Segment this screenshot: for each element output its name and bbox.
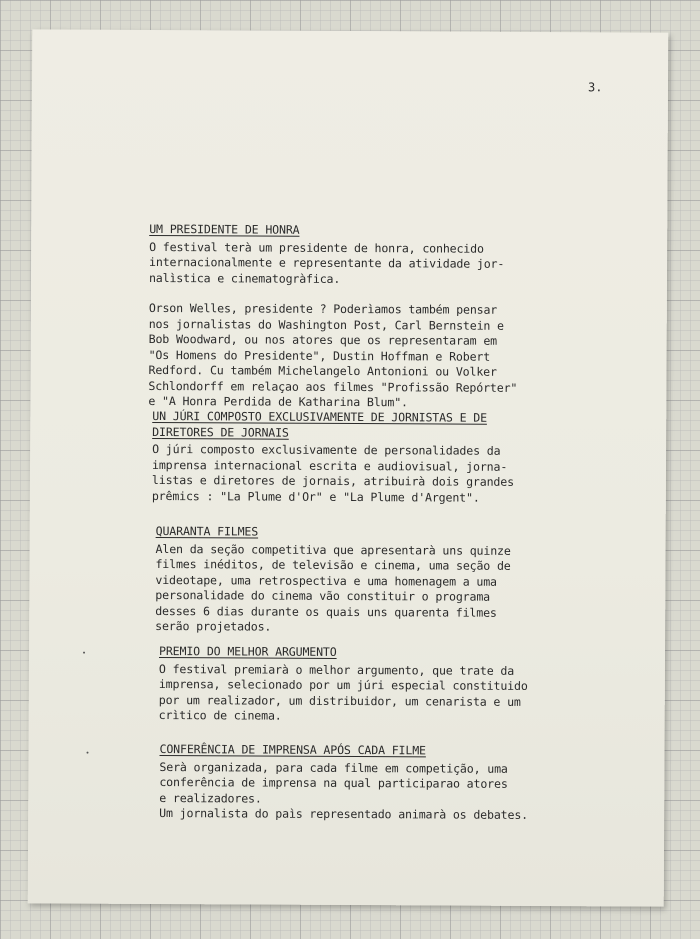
- document-page: [28, 29, 669, 906]
- paper-speck: [87, 752, 89, 754]
- section-quaranta-filmes: [155, 524, 511, 636]
- page-number: 3.: [587, 80, 603, 95]
- section-conferencia: [159, 742, 528, 823]
- section-paragraph: Orson Welles, presidente ? Poderìamos também pensar nos jornalistas do Washington Post, Carl Bernstein e Bob Woodward, ou nos atores que os representaram em "Os Homens do Presidente", Dustin Hoffman e Robert Redford. Cu também Michelangelo Antonioni ou Volker Schlondorff em relaçao aos filmes "Profissão Repórter" e "A Honra Perdida de Katharina Blum".: [148, 300, 518, 410]
- paper-speck: [83, 652, 85, 654]
- section-paragraph: O festival terà um presidente de honra, conhecido internacionalmente e representante da atividade jor- nalìstica e cinematogràfica.: [148, 239, 505, 286]
- section-juri: [152, 409, 514, 506]
- section-premio-argumento: [159, 644, 528, 725]
- section-presidente-de-honra: [148, 222, 518, 411]
- section-heading: UN JÚRI COMPOSTO EXCLUSIVAMENTE DE JORNISTAS E DE DIRETORES DE JORNAIS: [152, 408, 487, 440]
- section-paragraph: O júri composto exclusivamente de personalidades da imprensa internacional escrita e audiovisual, jorna- listas e diretores de jornais, atribuirà dois grandes prêmics : "La Plume d'Or" e "La Plume d'Argent".: [151, 441, 514, 505]
- section-paragraph: Serà organizada, para cada filme em competição, uma conferência de imprensa na qual participarao atores e realizadores. Um jornalista do paìs representado animarà os debates.: [159, 759, 529, 822]
- section-heading: CONFERÊNCIA DE IMPRENSA APÓS CADA FILME: [159, 742, 426, 758]
- section-paragraph: O festival premiarà o melhor argumento, que trate da imprensa, selecionado por um júri especial constituido por um realizador, um distribuidor, um cenarista e um crìtico de cinema.: [158, 661, 528, 723]
- section-heading: UM PRESIDENTE DE HONRA: [149, 221, 300, 237]
- section-heading: QUARANTA FILMES: [155, 523, 259, 539]
- section-paragraph: Alen da seção competitiva que apresentarà uns quinze filmes inéditos, de televisão e cinema, uma seção de videotape, uma retrospectiva e uma homenagem a uma personalidade do cinema vão constituir o programa desses 6 dias durante os quais uns quarenta filmes serão projetados.: [155, 541, 511, 634]
- section-heading: PREMIO DO MELHOR ARGUMENTO: [159, 644, 337, 659]
